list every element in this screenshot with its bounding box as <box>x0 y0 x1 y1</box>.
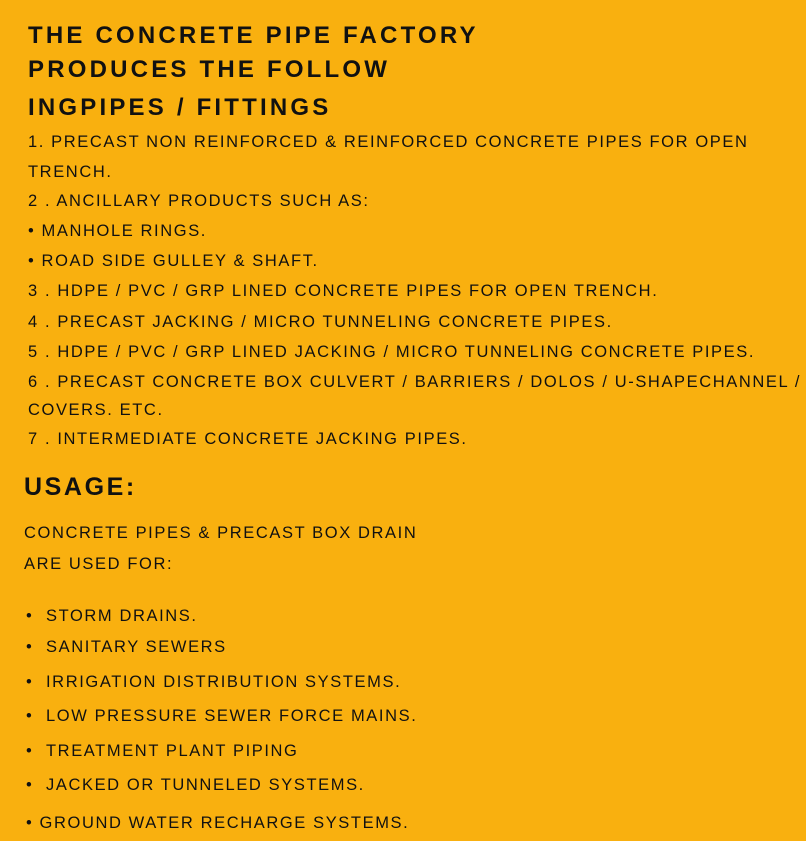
product-line-5: 5 . HDPE / PVC / GRP LINED JACKING / MICRO TUNNELING CONCRETE PIPES. <box>28 343 756 361</box>
product-subitem-manhole: • MANHOLE RINGS. <box>28 222 207 240</box>
bullet-icon: • <box>26 673 34 691</box>
bullet-icon: • <box>26 707 34 725</box>
usage-intro-line-1: CONCRETE PIPES & PRECAST BOX DRAIN <box>24 524 418 542</box>
bullet-icon: • <box>26 742 34 760</box>
usage-intro-line-2: ARE USED FOR: <box>24 555 174 573</box>
product-line-1-cont: TRENCH. <box>28 163 113 181</box>
usage-item <box>26 606 198 626</box>
usage-item-last: • GROUND WATER RECHARGE SYSTEMS. <box>26 814 410 832</box>
usage-item <box>26 775 365 795</box>
usage-item-text: IRRIGATION DISTRIBUTION SYSTEMS. <box>46 673 402 691</box>
usage-item-text: SANITARY SEWERS <box>46 638 227 656</box>
bullet-icon: • <box>26 638 34 656</box>
heading-line-1: THE CONCRETE PIPE FACTORY <box>28 22 479 49</box>
product-line-1: 1. PRECAST NON REINFORCED & REINFORCED CONCRETE PIPES FOR OPEN <box>28 133 749 151</box>
usage-item-text: STORM DRAINS. <box>46 607 198 625</box>
product-line-7: 7 . INTERMEDIATE CONCRETE JACKING PIPES. <box>28 430 468 448</box>
usage-title: USAGE: <box>24 473 137 501</box>
usage-item-text: LOW PRESSURE SEWER FORCE MAINS. <box>46 707 418 725</box>
usage-item <box>26 637 227 657</box>
product-subitem-gulley: • ROAD SIDE GULLEY & SHAFT. <box>28 252 319 270</box>
usage-item <box>26 741 299 761</box>
usage-item-text: TREATMENT PLANT PIPING <box>46 742 299 760</box>
product-line-4: 4 . PRECAST JACKING / MICRO TUNNELING CONCRETE PIPES. <box>28 313 613 331</box>
product-line-6-cont: COVERS. ETC. <box>28 401 164 419</box>
bullet-icon: • <box>26 776 34 794</box>
heading-line-2: PRODUCES THE FOLLOW <box>28 56 391 83</box>
heading-line-3: INGPIPES / FITTINGS <box>28 94 332 121</box>
usage-item <box>26 706 417 726</box>
usage-item <box>26 672 401 692</box>
product-line-3: 3 . HDPE / PVC / GRP LINED CONCRETE PIPES FOR OPEN TRENCH. <box>28 282 659 300</box>
product-line-2: 2 . ANCILLARY PRODUCTS SUCH AS: <box>28 192 370 210</box>
bullet-icon: • <box>26 607 34 625</box>
usage-item-text: JACKED OR TUNNELED SYSTEMS. <box>46 776 365 794</box>
product-line-6: 6 . PRECAST CONCRETE BOX CULVERT / BARRIERS / DOLOS / U-SHAPECHANNEL / <box>28 373 802 391</box>
